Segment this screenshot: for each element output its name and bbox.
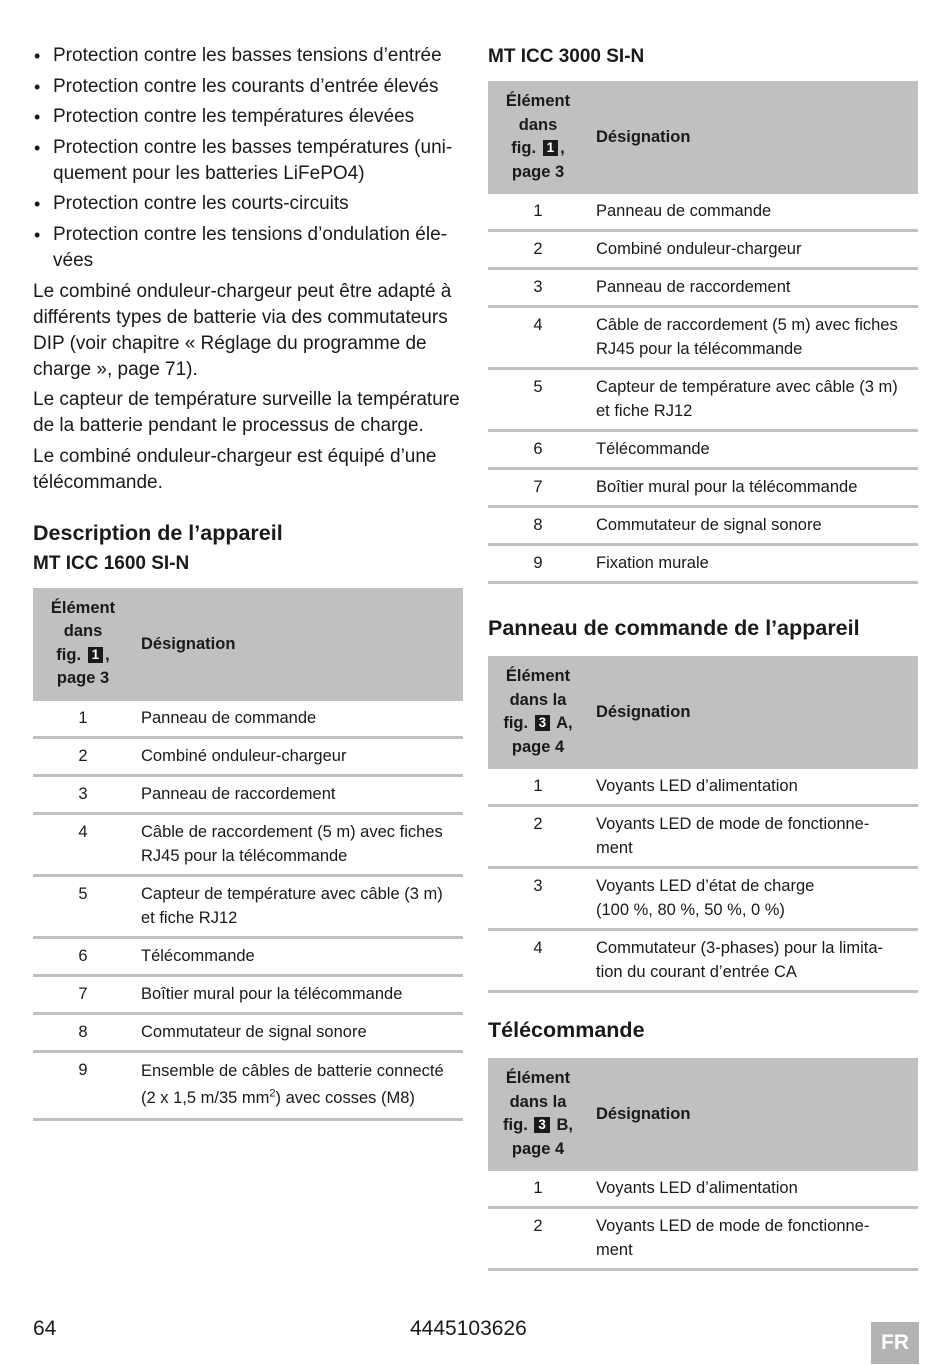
figure-number-box: 3 [535,715,551,731]
table-header-row [488,1058,918,1171]
figure-number-box: 3 [534,1117,550,1133]
superscript: 2 [269,1087,276,1100]
row-designation: Voyants LED d’état de charge (100 %, 80 %, 50 %, 0 %) [588,868,918,930]
row-number: 6 [488,431,588,469]
table-row [488,545,918,583]
protection-list [33,43,463,274]
row-number: 2 [488,1208,588,1270]
language-badge: FR [871,1322,919,1364]
table-row [33,775,463,813]
list-item: • Protection contre les basses tensions d’entrée [33,43,463,69]
right-column [488,43,918,1271]
row-number: 6 [33,937,133,975]
row-designation: Câble de raccordement (5 m) avec fiches RJ45 pour la télécommande [133,813,463,875]
row-designation [133,1051,463,1119]
paragraph: Le capteur de température surveille la température de la batterie pendant le processus de charge. [33,389,460,437]
paragraph: Le combiné onduleur-chargeur est équipé d’une télécommande. [33,445,437,493]
table-header-row [488,81,918,194]
row-text-part: ) avec cosses (M8) [275,1088,415,1107]
row-number: 4 [33,813,133,875]
row-number: 9 [33,1051,133,1119]
table-row [488,307,918,369]
row-number: 2 [33,737,133,775]
section-title: Description de l’appareil [33,520,283,545]
row-designation: Télécommande [133,937,463,975]
row-number: 1 [33,701,133,738]
row-designation: Commutateur de signal sonore [133,1013,463,1051]
row-designation: Boîtier mural pour la télécommande [588,469,918,507]
row-number: 9 [488,545,588,583]
column-header-designation: Désignation [588,81,918,194]
row-number: 8 [33,1013,133,1051]
row-designation: Câble de raccordement (5 m) avec fiches RJ45 pour la télécommande [588,307,918,369]
table-row [488,930,918,992]
row-number: 3 [488,269,588,307]
model-subtitle: MT ICC 1600 SI-N [33,552,190,574]
page-number: 64 [33,1317,57,1340]
remote-control-table [488,1058,918,1271]
row-number: 4 [488,307,588,369]
row-designation: Capteur de température avec câble (3 m) et fiche RJ12 [588,369,918,431]
column-header-designation: Désignation [588,1058,918,1171]
list-item: • Protection contre les températures élevées [33,104,463,130]
row-designation: Voyants LED d’alimentation [588,769,918,806]
row-number: 5 [488,369,588,431]
column-header-designation: Désignation [133,588,463,701]
control-panel-table [488,656,918,993]
row-number: 1 [488,1171,588,1208]
model-subtitle: MT ICC 3000 SI-N [488,46,645,67]
table-row [33,737,463,775]
row-designation: Voyants LED d’alimentation [588,1171,918,1208]
table-row [488,194,918,231]
row-number: 7 [488,469,588,507]
document-number: 4445103626 [410,1317,527,1340]
row-designation: Commutateur (3-phases) pour la limita- tion du courant d’entrée CA [588,930,918,992]
table-header-row [488,656,918,769]
list-item: • Protection contre les courts-circuits [33,191,463,217]
column-header-element: Élément dans la fig. 3 B, page 4 [488,1058,588,1171]
row-text-part: Ensemble de câbles de batterie connecté (2 x 1,5 m/35 mm [141,1061,444,1107]
row-designation: Panneau de raccordement [588,269,918,307]
table-row [488,431,918,469]
table-row [488,1171,918,1208]
table-row [33,1013,463,1051]
table-row [488,868,918,930]
row-number: 3 [488,868,588,930]
table-row [33,875,463,937]
table-row [33,701,463,738]
row-designation: Combiné onduleur-chargeur [588,231,918,269]
paragraph: Le combiné onduleur-chargeur peut être adapté à différents types de batterie via des commutateurs DIP (voir chapitre « Réglage du programme de charge », page 71). [33,280,452,380]
row-number: 2 [488,806,588,868]
section-title: Télécommande [488,1018,645,1042]
figure-number-box: 1 [88,647,104,663]
table-row [33,1051,463,1119]
row-number: 8 [488,507,588,545]
row-number: 1 [488,769,588,806]
row-number: 2 [488,231,588,269]
table-row [488,507,918,545]
row-designation: Boîtier mural pour la télécommande [133,975,463,1013]
left-column [33,43,463,1121]
list-item: • Protection contre les courants d’entrée élevés [33,74,463,100]
row-number: 5 [33,875,133,937]
table-row [488,769,918,806]
table-row [33,813,463,875]
table-row [488,806,918,868]
row-number: 3 [33,775,133,813]
row-designation: Télécommande [588,431,918,469]
figure-number-box: 1 [543,140,559,156]
row-designation: Capteur de température avec câble (3 m) et fiche RJ12 [133,875,463,937]
column-header-element: Élément dans la fig. 3 A, page 4 [488,656,588,769]
row-designation: Fixation murale [588,545,918,583]
table-row [33,937,463,975]
list-item: • Protection contre les basses températures (uni- quement pour les batteries LiFePO4) [33,135,463,187]
row-designation: Voyants LED de mode de fonctionne- ment [588,806,918,868]
row-designation: Voyants LED de mode de fonctionne- ment [588,1208,918,1270]
row-designation: Panneau de raccordement [133,775,463,813]
column-header-element: Élément dans fig. 1 , page 3 [33,588,133,701]
column-header-designation: Désignation [588,656,918,769]
row-designation: Commutateur de signal sonore [588,507,918,545]
table-row [488,269,918,307]
table-header-row [33,588,463,701]
table-row [488,1208,918,1270]
component-table [488,81,918,584]
row-designation: Panneau de commande [133,701,463,738]
row-number: 7 [33,975,133,1013]
row-number: 4 [488,930,588,992]
row-number: 1 [488,194,588,231]
row-designation: Combiné onduleur-chargeur [133,737,463,775]
component-table [33,588,463,1121]
list-item: • Protection contre les tensions d’ondulation éle- vées [33,222,463,274]
table-row [33,975,463,1013]
table-row [488,469,918,507]
row-designation: Panneau de commande [588,194,918,231]
table-row [488,369,918,431]
column-header-element: Élément dans fig. 1 , page 3 [488,81,588,194]
table-row [488,231,918,269]
section-title: Panneau de commande de l’appareil [488,616,860,640]
